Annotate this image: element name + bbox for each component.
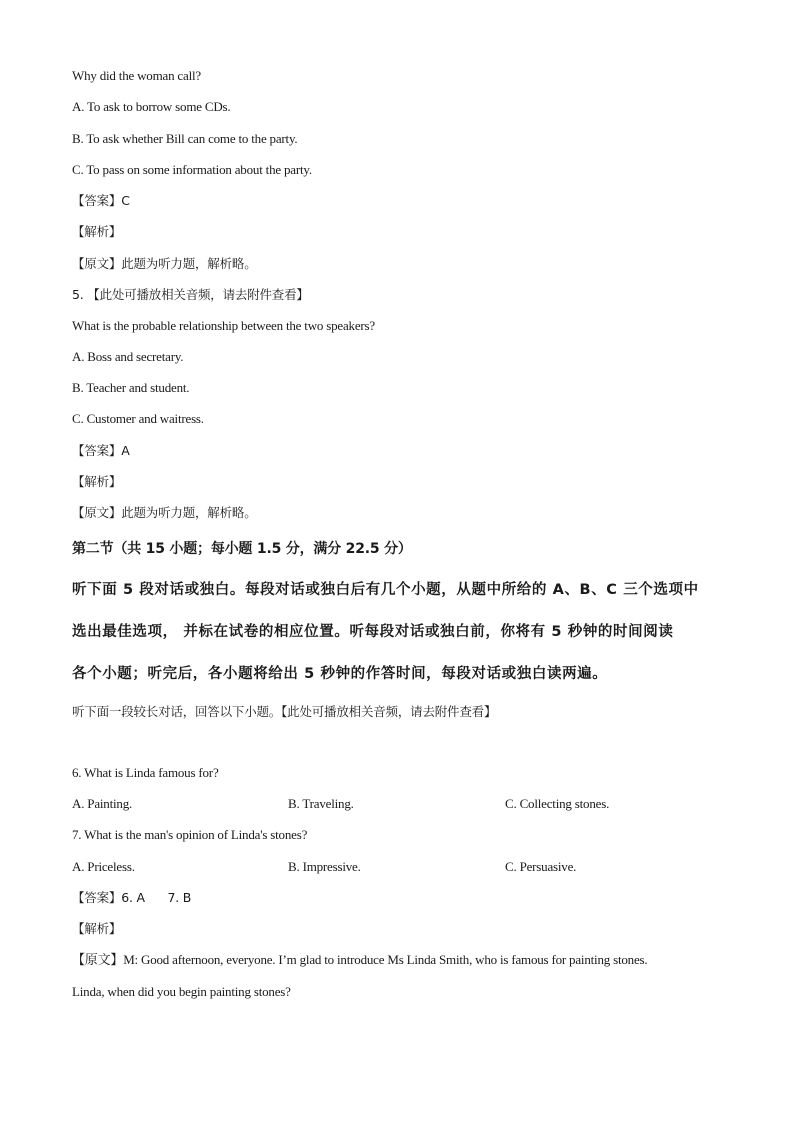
q67-analysis: 【解析】 (72, 921, 122, 936)
q5-analysis: 【解析】 (72, 474, 122, 489)
q5-option-c: C. Customer and waitress. (72, 411, 204, 426)
q4-original: 【原文】此题为听力题，解析略。 (72, 256, 257, 271)
q7-option-a: A. Priceless. (72, 859, 135, 874)
q4-option-b: B. To ask whether Bill can come to the party. (72, 131, 298, 146)
q4-question: Why did the woman call? (72, 68, 201, 83)
q6-option-c: C. Collecting stones. (505, 796, 610, 811)
q4-analysis: 【解析】 (72, 224, 122, 239)
q5-question: What is the probable relationship between the two speakers? (72, 318, 375, 333)
q5-option-b: B. Teacher and student. (72, 380, 190, 395)
q6-option-b: B. Traveling. (288, 796, 354, 811)
section2-instruction-1: 听下面 5 段对话或独白。每段对话或独白后有几个小题，从题中所给的 A、B、C 三个选项中 (72, 582, 699, 598)
q6-question: 6. What is Linda famous for? (72, 765, 219, 780)
q4-option-a: A. To ask to borrow some CDs. (72, 99, 231, 114)
q5-header: 5. 【此处可播放相关音频，请去附件查看】 (72, 287, 309, 302)
section2-instruction-2: 选出最佳选项， 并标在试卷的相应位置。听每段对话或独白前，你将有 5 秒钟的时间阅读 (72, 624, 674, 640)
section2-title: 第二节（共 15 小题；每小题 1.5 分，满分 22.5 分） (72, 541, 412, 557)
q5-answer: 【答案】A (72, 443, 130, 458)
q67-answer: 【答案】6. A 7. B (72, 890, 192, 905)
listen-prompt: 听下面一段较长对话，回答以下小题。【此处可播放相关音频，请去附件查看】 (72, 704, 497, 719)
q7-option-c: C. Persuasive. (505, 859, 577, 874)
q5-original: 【原文】此题为听力题，解析略。 (72, 505, 257, 520)
q67-original-line-1: 【原文】M: Good afternoon, everyone. I’m glad to introduce Ms Linda Smith, who is famous for painting stones. (72, 952, 648, 967)
q5-option-a: A. Boss and secretary. (72, 349, 184, 364)
q6-option-a: A. Painting. (72, 796, 133, 811)
q7-question: 7. What is the man's opinion of Linda's stones? (72, 827, 308, 842)
q67-original-line-2: Linda, when did you begin painting stones? (72, 984, 291, 999)
q4-answer: 【答案】C (72, 193, 130, 208)
q4-option-c: C. To pass on some information about the party. (72, 162, 312, 177)
q7-option-b: B. Impressive. (288, 859, 361, 874)
section2-instruction-3: 各个小题；听完后，各小题将给出 5 秒钟的作答时间，每段对话或独白读两遍。 (72, 666, 608, 682)
